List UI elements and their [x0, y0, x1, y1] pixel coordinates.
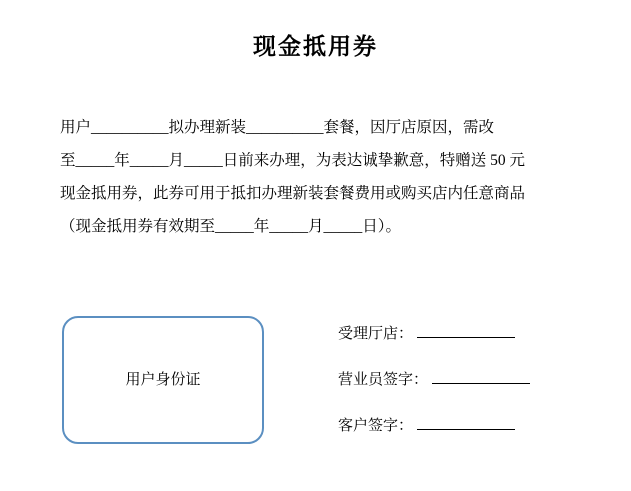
signature-list [338, 322, 530, 460]
id-card-placeholder-box [62, 316, 264, 444]
id-card-placeholder-label: 用户身份证 [125, 372, 201, 388]
signature-line-clerk[interactable] [432, 383, 530, 384]
signature-row-clerk [338, 368, 530, 389]
voucher-footer [0, 308, 631, 458]
body-line-4: （现金抵用券有效期至_____年_____月_____日）。 [60, 218, 402, 235]
voucher-document [0, 28, 631, 491]
signature-label-store: 受理厅店： [338, 326, 414, 342]
page-title: 现金抵用券 [253, 34, 378, 59]
body-line-1: 用户__________拟办理新装__________套餐，因厅店原因，需改 [60, 119, 495, 136]
signature-row-store [338, 322, 530, 343]
voucher-body [60, 111, 571, 243]
body-line-2: 至_____年_____月_____日前来办理，为表达诚挚歉意，特赠送 50 元 [60, 152, 526, 169]
signature-line-customer[interactable] [417, 429, 515, 430]
signature-label-clerk: 营业员签字： [338, 372, 429, 388]
signature-line-store[interactable] [417, 337, 515, 338]
signature-label-customer: 客户签字： [338, 418, 414, 434]
signature-row-customer [338, 414, 530, 435]
body-line-3: 现金抵用券，此券可用于抵扣办理新装套餐费用或购买店内任意商品 [60, 185, 526, 202]
